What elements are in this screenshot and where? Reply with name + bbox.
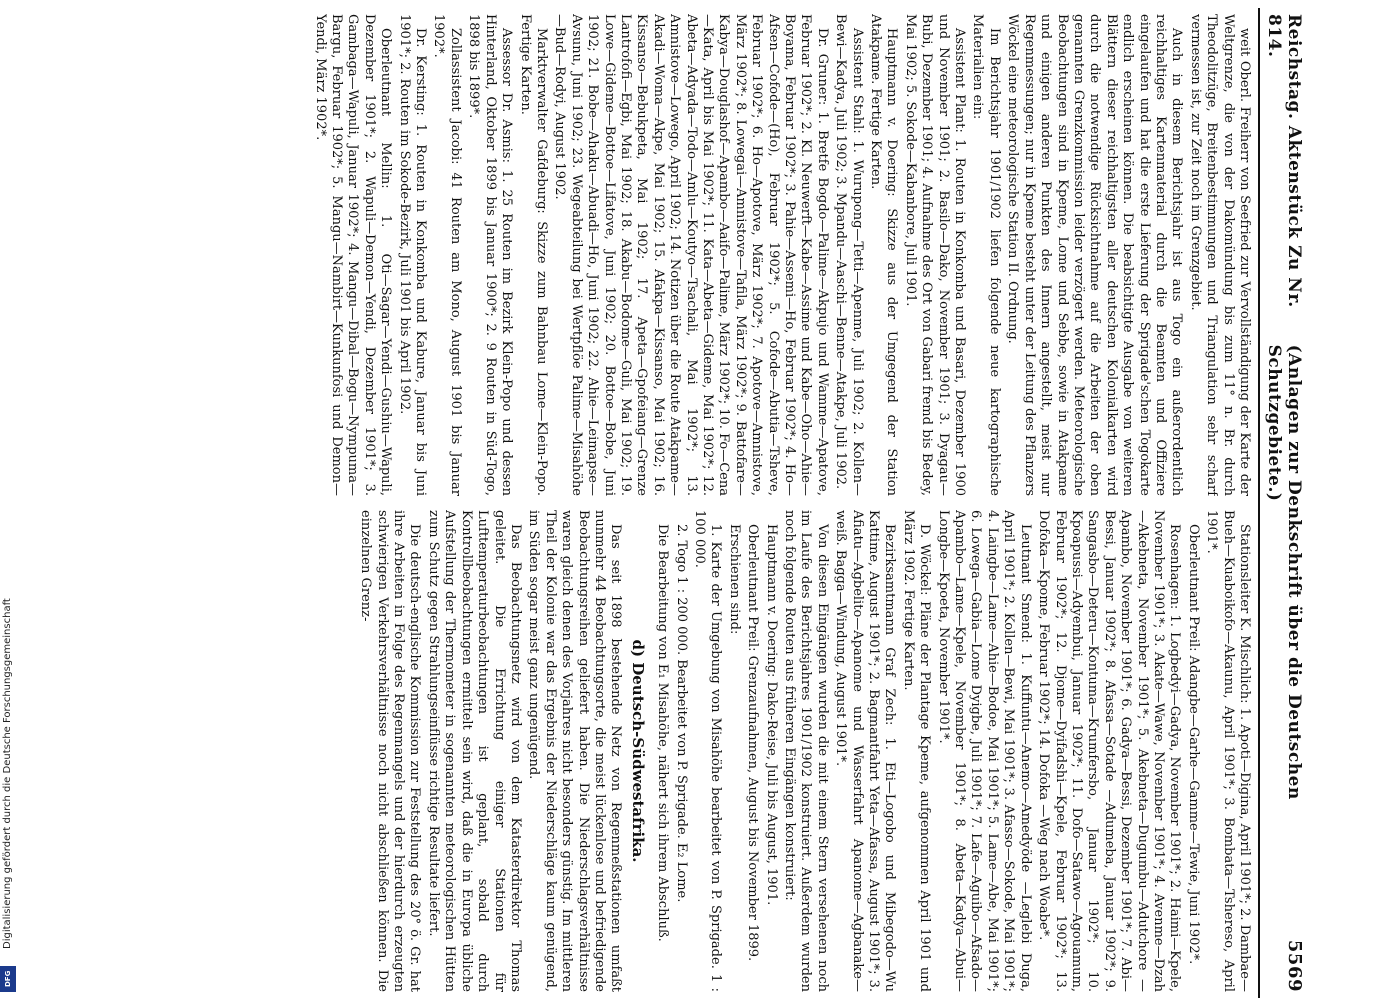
right-column-upper bbox=[654, 510, 1252, 992]
right-paragraph: D. Wöckel: Pläne der Plantage Kpeme, aufgenommen April 1901 und März 1902. Fertige Karten. bbox=[900, 510, 933, 992]
section-paragraph: Die deutsch-englische Kommission zur Feststellung des 20° ö. Gr. hat ihre Arbeiten in Folge des Regenmangels und der hierdurch erzeugten schwierigen Verkehrsverhältnisse noch nicht abschließen können. Die einzelnen Grenz- bbox=[358, 510, 423, 992]
left-column bbox=[12, 14, 1252, 496]
right-paragraph: Stationsleiter K. Mischlich: 1. Apoti—Digina, April 1901*; 2. Dambae—Bueh—Kuaboikofo—Akaunu, April 1901*; 3. Bombata—Tshereso, April 1901*. bbox=[1204, 510, 1252, 992]
header-left: Reichstag. Aktenstück Zu Nr. 814. bbox=[1264, 14, 1304, 308]
left-paragraph: Dr. Kersting: 1. Routen in Konkomba und Kabure, Januar bis Juni 1901*; 2. Routen im Sokode-Bezirk, Juli 1901 bis April 1902. bbox=[396, 14, 429, 496]
right-paragraph: Erschienen sind: bbox=[726, 524, 742, 635]
left-paragraph: Auch in diesem Berichtsjahr ist aus Togo ein außerordentlich reichhaltiges Kartenmaterial durch die Beamten und Offiziere eingelaufen und hat die erste Lieferung der Sprigade'schen Togokarte endlich erscheinen können. Die beabsichtigte Ausgabe von weiteren Blättern dieser reichhaltigsten aller deutschen Kolonialkarten wird durch die notwendige Rücksichtnahme auf die Arbeiten der oben genannten Grenzkommission leider verzögert werden. Meteorologische Beobachtungen sind in Kpeme, Lome und Sebbe, sowie in Atakpame und einigen anderen Punkten des Innern angestellt, meist nur Regenmessungen; nur in Kpeme besteht unter der Leitung des Pflanzers Wöckel eine meteorologische Station II. Ordnung. bbox=[1005, 14, 1185, 496]
left-paragraph: Oberleutnant Mellin: 1. Oti—Sagar—Yendi—Gushiu—Wapuli, Dezember 1901*; 2. Wapuli—Demon—Yendi, Dezember 1901*; 3. Gambaga—Wapuli, Januar 1902*; 4. Mangu—Dibal—Bogu—Nympuma—Bargu, Februar 1902*; 5. Mangu—Nambirt—Kunkunfosi und Demon—Yendi, März 1902*. bbox=[312, 14, 394, 496]
rotated-page-content bbox=[17, 8, 1307, 998]
left-paragraph: Assessor Dr. Asmis: 1. 25 Routen im Bezirk Klein-Popo und dessen Hinterland, Oktober 1899 bis Januar 1900*; 2. 9 Routen in Süd-Togo, 1898 bis 1899*. bbox=[466, 14, 515, 496]
left-paragraph: Zollassistent Jacobi: 41 Routen am Mono, August 1901 bis Januar 1902*. bbox=[431, 14, 463, 496]
section-title: d) Deutsch-Südwestafrika. bbox=[628, 639, 647, 863]
left-paragraph: weit Oberl. Freiherr von Seefried zur Vervollständigung der Karte der Weltgrenze, die von der Dakomündung bis zum 11° n. Br. durch Theodolitzüge, Breitenbestimmungen und Triangulation sehr scharf vermessen ist, zur Zeit noch im Grenzgebiet. bbox=[1187, 14, 1252, 496]
page-header bbox=[1258, 8, 1307, 998]
credit-text: Digitalisierung gefördert durch die Deutsche Forschungsgemeinschaft bbox=[2, 598, 13, 949]
text-columns bbox=[12, 8, 1258, 998]
left-paragraph: Assistent Plant: 1. Routen in Konkomba und Basari, Dezember 1900 und November 1901; 2. Basilo—Dako, November 1901; 3. Dyagau—Bubi, Dezember 1901; 4. Aufnahme des Ort von Gabari fremd bis Bedey, Mai 1902; 5. Sokode—Kabanbore, Juli 1901. bbox=[902, 14, 968, 496]
right-paragraph: Leutnant Smend: 1. Kuffuntu—Anemo—Amedyöde —Leglebi Duga, April 1901*; 2. Kollen—Bewi, Mai 1901*; 3. Afasso—Sokode, Mai 1901*; 4. Laingbe—Lame—Ahie—Bodoe, Mai 1901*; 5. Lame—Abe, Mai 1901*; 6. Lowega—Gabia—Lome Dyigbe, Juli 1901*; 7. Lafe—Aguibo—Afsado—Apambo—Lame—Kpele, November 1901*; 8. Abeta—Kadya—Abui—Longbe—Kpoeta, November 1901*. bbox=[935, 510, 1033, 992]
right-column bbox=[12, 510, 1252, 992]
left-paragraph: Dr. Gruner: 1. Bretfe Bogdo—Palime—Akpujo und Wamme—Apatove, Februar 1902*; 2. Kl. Neuwerft—Kabe—Assime und Kabe—Oho—Ahie—Boyama, Februar 1902*; 3. Pahie—Assemi—Ho, Februar 1902*; 4. Ho—Afsen—Cofode—(Ho), Februar 1902*; 5. Cofode—Abutia—Tsheve, Februar 1902*; 6. Ho—Apotove, März 1902*; 7. Apotove—Amnistove, März 1902*; 8. Lowegai—Amnistove—Tafila, März 1902*; 9. Battofare—Kabya—Douglashof—Apambo—Aaifo—Palime, März 1902*; 10. Fo—Cena—Kata, April bis Mai 1902*; 11. Kata—Abeta—Gideme, Mai 1902*; 12. Abeta—Adyada—Todo—Amlu—Koutyo—Tsachali, Mai 1902*; 13. Amnistove—Lowego, April 1902; 14. Notizen über die Route Atakpame—Akadi—Woma—Akpe, Mai 1902; 15. Afakpa—Kissanso, Mai 1902; 16. Kissanso—Bebukpeta, Mai 1902; 17. Apeta—Gpofeiang—Grenze Lantrofofi—Egbi, Mai 1902; 18. Akabu—Bodome—Guli, Mai 1902; 19. Lowe—Gideme—Bottoe—Lifatove, Juni 1902; 20. Bottoe—Bobe, Juni 1902; 21. Bobe—Ahaku—Abuadi—Ho, Juni 1902; 22. Ahie—Leimapse—Avsunu, Juni 1902; 23. Wegeabteilung bei Wertpflöe Palime—Misahöhe—Bud—Rodyi, August 1902. bbox=[552, 14, 830, 496]
right-column-section bbox=[357, 510, 624, 992]
right-paragraph: Die Bearbeitung von E₁ Misahöhe, nähert sich ihrem Abschluß. bbox=[655, 524, 671, 942]
right-paragraph: 1. Karte der Umgebung von Misahöhe bearbeitet von P. Sprigade. 1 : 100 000. bbox=[692, 510, 724, 992]
sidebar-credit bbox=[2, 430, 16, 1000]
dfg-logo: DFG bbox=[0, 966, 16, 992]
right-paragraph: Oberleutnant Preil: Grenzaufnahmen, August bis November 1899. bbox=[745, 524, 761, 962]
left-paragraph: Marktverwalter Gafdeburg: Skizze zum Bahnbau Lome—Klein-Popo. Fertige Karten. bbox=[517, 14, 549, 496]
left-paragraph: Hauptmann v. Doering: Skizze aus der Umgegend der Station Atakpame. Fertige Karten. bbox=[868, 14, 900, 496]
right-paragraph: Rosenhagen: 1. Logbedyi—Gadya, November 1901*; 2. Haimi—Kpele, November 1901*; 3. Akate—Wawe, November 1901*; 4. Avenme—Dzah—Akebneta, November 1901*; 5. Akebneta—Dugumbu—Adutchore —Apambo, November 1901*; 6. Gadya—Bessi, Dezember 1901*; 7. Abi—Bessi, Januar 1902*; 8. Afassa—Sotade —Adumeba, Januar 1902*; 9. Sangasbo—Deteru—Kontuma—Krumfersbo, Januar 1902*; 10. Kpoapussi—Adyembui, Januar 1902*; 11. Dofo—Satawo—Agouamum, Februar 1902*; 12. Djome—Dyifadshi—Kpele, Februar 1902*; 13. Dofoka—Kpome, Februar 1902*; 14. Dofoka —Weg nach Woabe*. bbox=[1036, 510, 1183, 992]
right-paragraph: Hauptmann v. Doering: Dako-Reise, Juli bis August, 1901. bbox=[763, 524, 779, 906]
left-paragraph: Assistent Stahl: 1. Wurupong—Tetti—Apenme, Juli 1902; 2. Kollen—Bewi—Kadya, Juli 1902; 3. Mpandu—Aaschi—Benne—Atakpe, Juli 1902. bbox=[833, 14, 865, 496]
header-center: (Anlagen zur Denkschrift über die Deutschen Schutzgebiete.) bbox=[1264, 344, 1304, 800]
section-paragraph: Das Beobachtungsnetz wird von dem Katasterdirektor Thomas geleitet. Die Errichtung einiger Stationen für Lufttemperaturbeobachtungen ist geplant, sobald durch Kontrollbeobachtungen ermittelt sein wird, daß die in Europa übliche Aufstellung der Thermometer in sogenannten meteorologischen Hütten zum Schutz gegen Strahlungseinflüsse richtige Resultate liefert. bbox=[425, 510, 523, 992]
right-paragraph: Von diesen Eingängen wurden die mit einem Stern versehenen noch im Laufe des Berichtsjahres 1901/1902 konstruiert. Außerdem wurden noch folgende Routen aus früheren Eingängen konstruiert: bbox=[782, 510, 830, 992]
left-paragraph: Im Berichtsjahr 1901/1902 liefen folgende neue kartographische Materialien ein: bbox=[970, 14, 1002, 496]
right-paragraph: Bezirksamtmann Graf Zech: 1. Eti—Logobo und Mibegodo—Wu Kattime, August 1901*; 2. Bagmantfahrt Yeta—Afassa, August 1901*; 3. Afiatu—Agbelito—Apanome und Wasserfahrt Apanome—Agbanake—weiß. Bagga—Windung, August 1901*. bbox=[833, 510, 898, 992]
right-paragraph: 2. Togo 1 : 200 000. Bearbeitet von P. Sprigade. E₂ Lome. bbox=[673, 524, 689, 903]
section-paragraph: Das seit 1898 bestehende Netz von Regenmeßstationen umfaßt nunmehr 44 Beobachtungsorte, die meist lückenlose und befriedigende Beobachtungsreihen geliefert haben. Die Niederschlagsverhältnisse waren gleich denen des Vorjahres nicht besonders günstig. Im mittleren Theil der Kolonie war das Ergebnis der Niederschläge kaum genügend, im Süden sogar meist ganz ungenügend. bbox=[526, 510, 624, 992]
page-number: 5569 bbox=[1284, 939, 1305, 992]
right-paragraph: Oberleutnant Preil: Adangbe—Garhe—Gamme—Tewie, Juni 1902*. bbox=[1185, 524, 1201, 965]
